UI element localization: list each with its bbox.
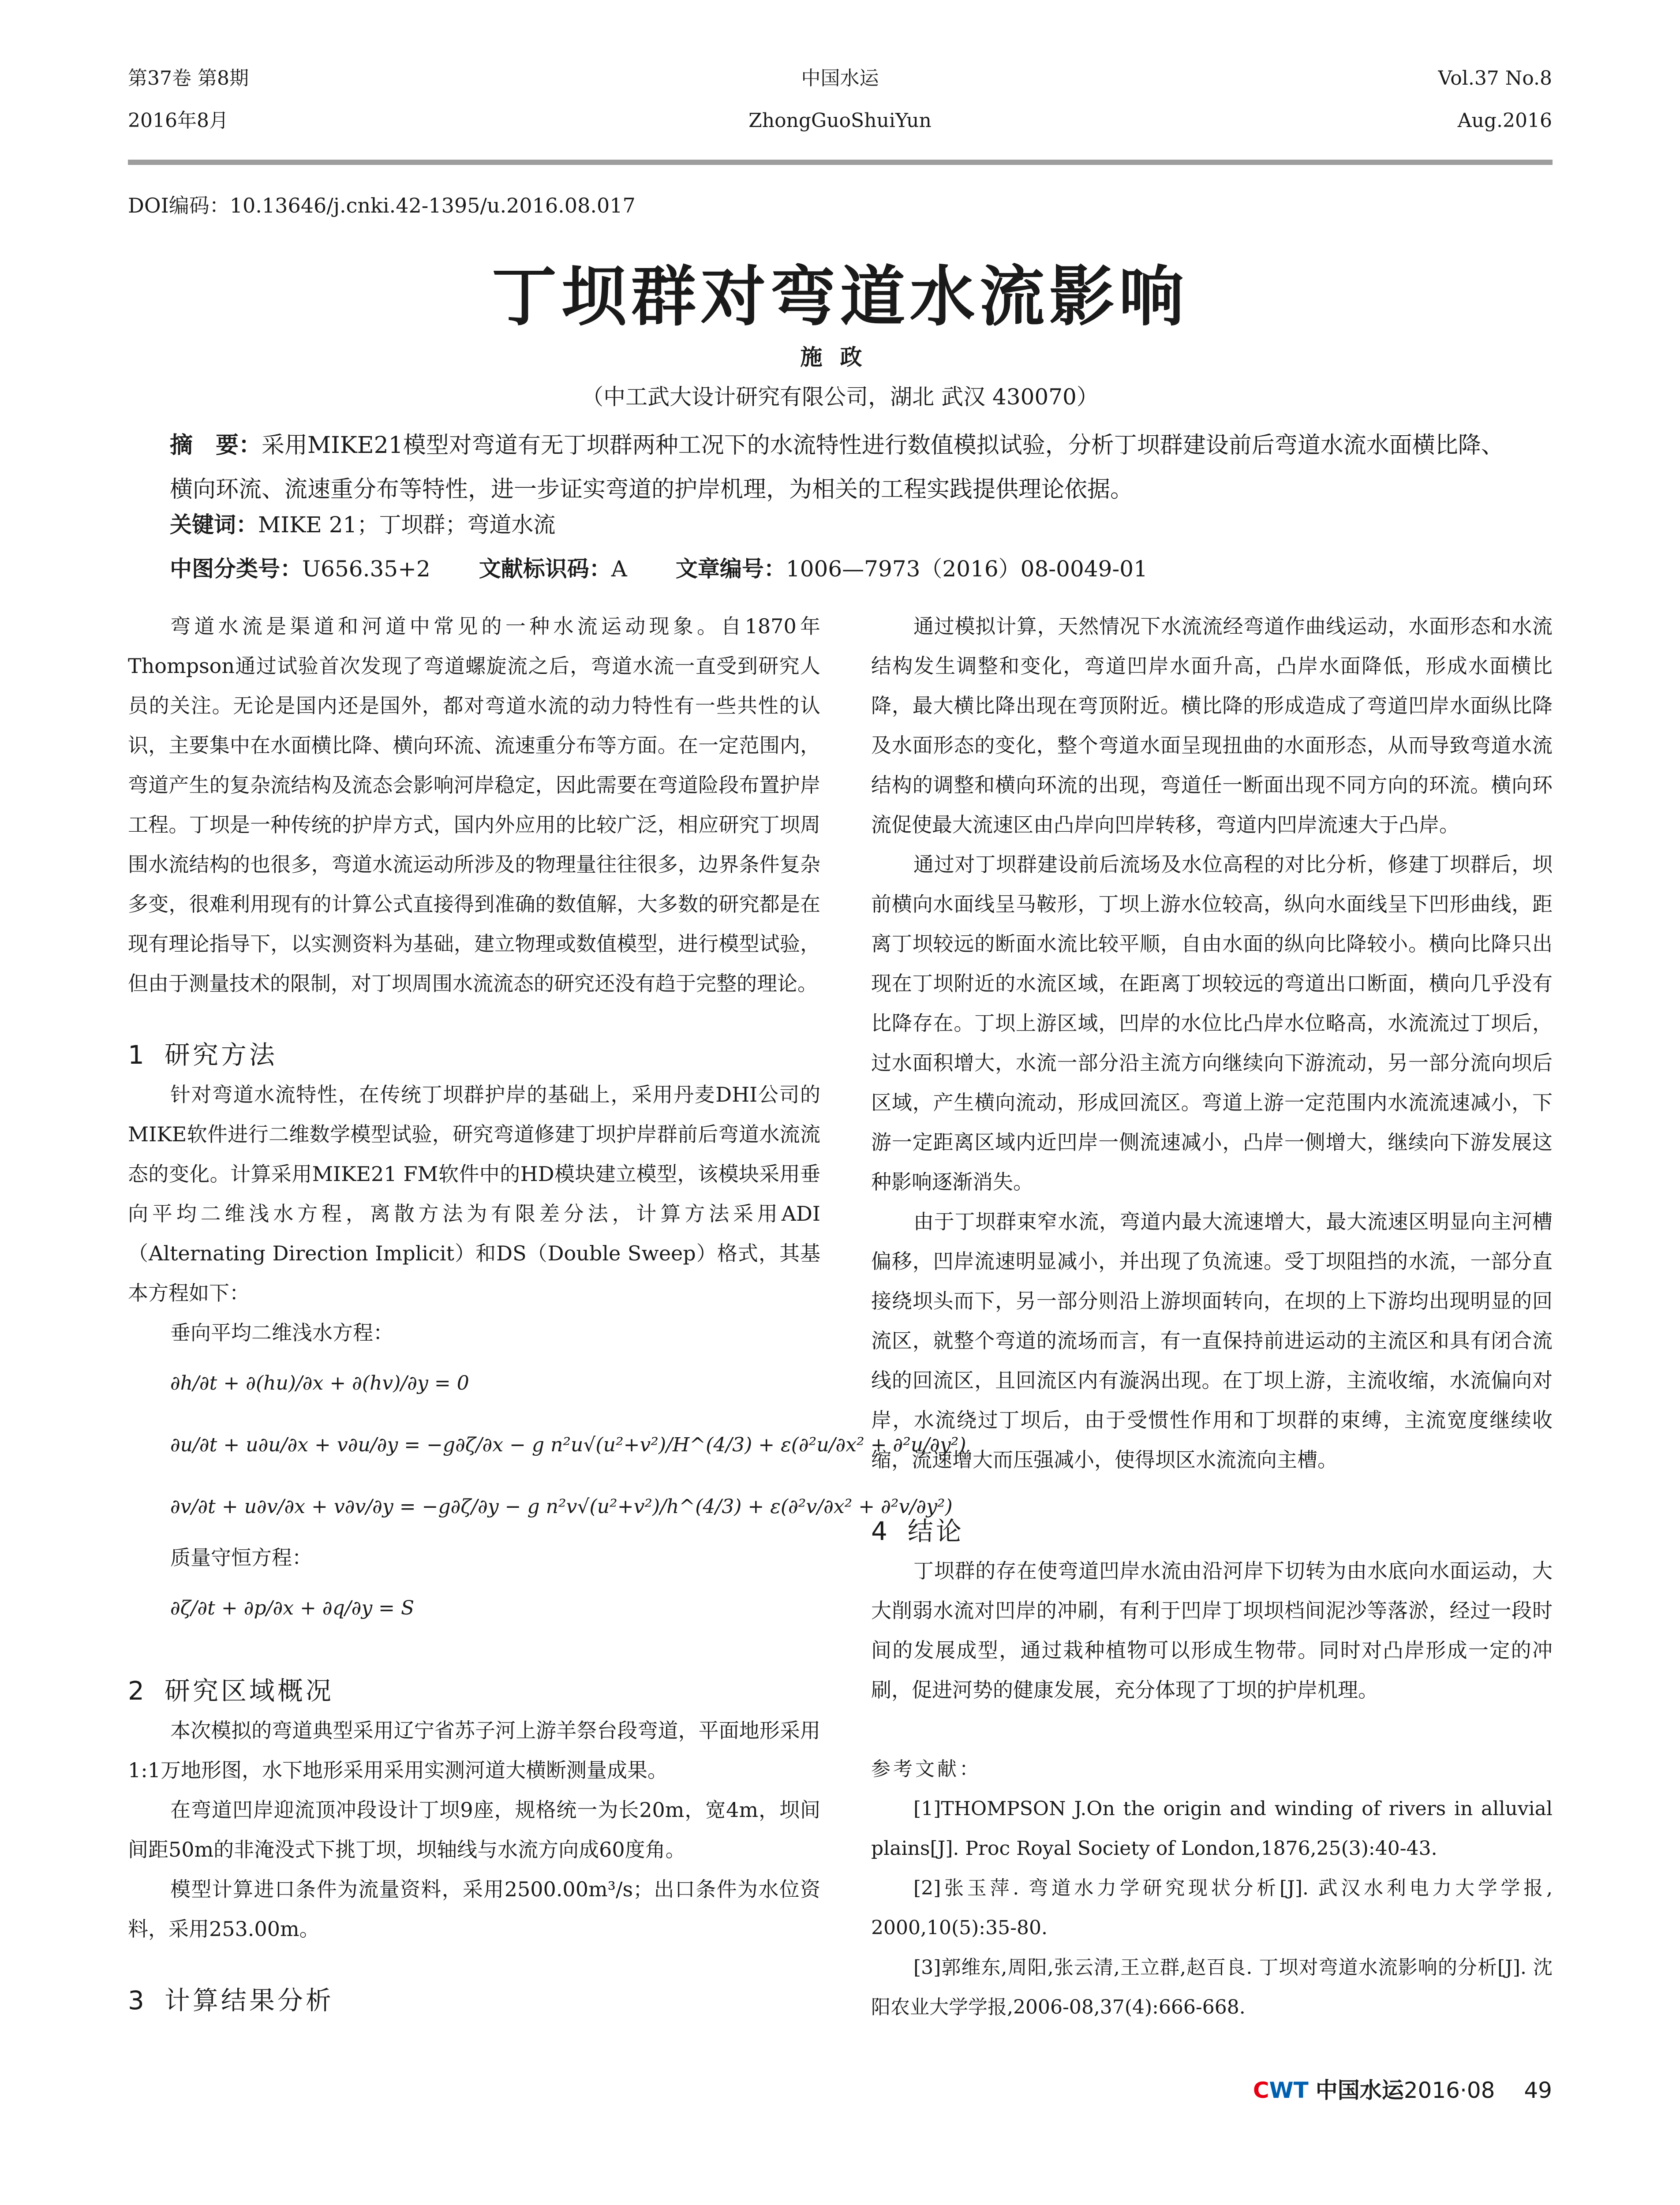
paper-title: 丁坝群对弯道水流影响 [491, 258, 1189, 335]
section-2-heading [128, 1671, 820, 1711]
doi: DOI编码：10.13646/j.cnki.42-1395/u.2016.08.017 [128, 194, 636, 217]
equation-momentum-x: ∂u/∂t + u∂u/∂x + v∂u/∂y = −g∂ζ/∂x − g n²u√(u²+v²)/H^(4/3) + ε(∂²u/∂x² + ∂²u/∂y²) [170, 1434, 966, 1456]
section-3-title: 计算结果分析 [164, 1985, 334, 2015]
page-number: 49 [1524, 2078, 1552, 2103]
reference-1: [1]THOMPSON J.On the origin and winding of rivers in alluvial plains[J]. Proc Royal Society of London,1876,25(3):40-43. [871, 1798, 1553, 1860]
section-4-title: 结论 [907, 1516, 964, 1546]
header-volume: 第37卷 第8期 [128, 67, 249, 90]
section-1-title: 研究方法 [164, 1040, 277, 1070]
keywords-label: 关键词： [170, 512, 258, 538]
abstract [170, 423, 1511, 512]
footer-journal: 中国水运 [1315, 2078, 1404, 2103]
reference-3: [3]郭维东,周阳,张云清,王立群,赵百良. 丁坝对弯道水流影响的分析[J]. 沈阳农业大学学报,2006-08,37(4):666-668. [871, 1956, 1553, 2018]
header-rule [128, 160, 1553, 165]
author: 施政 [800, 344, 880, 370]
section-2-number: 2 [128, 1676, 147, 1706]
footer-logo-c: C [1253, 2078, 1269, 2103]
classification [170, 547, 1511, 591]
section-1-heading [128, 1035, 820, 1075]
doc-value: A [611, 556, 627, 582]
header-vol-en: Vol.37 No.8 [1438, 67, 1552, 90]
header-journal-cn: 中国水运 [801, 67, 879, 90]
article-value: 1006—7973（2016）08-0049-01 [786, 556, 1148, 582]
equation-label-mass: 质量守恒方程： [170, 1546, 312, 1570]
footer [1253, 2073, 1552, 2104]
section-4-heading [871, 1511, 1553, 1551]
section-2-paragraph-1: 本次模拟的弯道典型采用辽宁省苏子河上游羊祭台段弯道，平面地形采用1:1万地形图，水下地形采用采用实测河道大横断测量成果。 [128, 1719, 820, 1782]
section-2-paragraph-2: 在弯道凹岸迎流顶冲段设计丁坝9座，规格统一为长20m，宽4m，坝间间距50m的非淹没式下挑丁坝，坝轴线与水流方向成60度角。 [128, 1798, 820, 1861]
results-paragraph-3: 由于丁坝群束窄水流，弯道内最大流速增大，最大流速区明显向主河槽偏移，凹岸流速明显减小，并出现了负流速。受丁坝阻挡的水流，一部分直接绕坝头而下，另一部分则沿上游坝面转向，在坝的上下游均出现明显的回流区，就整个弯道的流场而言，有一直保持前进运动的主流区和具有闭合流线的回流区，且回流区内有漩涡出现。在丁坝上游，主流收缩，水流偏向对岸，水流绕过丁坝后，由于受惯性作用和丁坝群的束缚，主流宽度继续收缩，流速增大而压强减小，使得坝区水流流向主槽。 [871, 1210, 1553, 1472]
section-3-number: 3 [128, 1985, 147, 2015]
equation-label-shallow-water: 垂向平均二维浅水方程： [170, 1321, 393, 1345]
reference-2: [2]张玉萍. 弯道水力学研究现状分析[J]. 武汉水利电力大学学报, 2000,10(5):35-80. [871, 1877, 1553, 1939]
header-journal-pinyin: ZhongGuoShuiYun [748, 109, 932, 132]
header-date-en: Aug.2016 [1457, 109, 1552, 132]
clc-value: U656.35+2 [302, 556, 430, 582]
section-4-number: 4 [871, 1516, 890, 1546]
equation-continuity: ∂h/∂t + ∂(hu)/∂x + ∂(hv)/∂y = 0 [170, 1372, 469, 1394]
results-paragraph-1: 通过模拟计算，天然情况下水流流经弯道作曲线运动，水面形态和水流结构发生调整和变化，弯道凹岸水面升高，凸岸水面降低，形成水面横比降，最大横比降出现在弯顶附近。横比降的形成造成了弯道凹岸水面纵比降及水面形态的变化，整个弯道水面呈现扭曲的水面形态，从而导致弯道水流结构的调整和横向环流的出现，弯道任一断面出现不同方向的环流。横向环流促使最大流速区由凸岸向凹岸转移，弯道内凹岸流速大于凸岸。 [871, 614, 1553, 837]
header-date-cn: 2016年8月 [128, 109, 228, 132]
intro-paragraph: 弯道水流是渠道和河道中常见的一种水流运动现象。自1870年Thompson通过试验首次发现了弯道螺旋流之后，弯道水流一直受到研究人员的关注。无论是国内还是国外，都对弯道水流的动力特性有一些共性的认识，主要集中在水面横比降、横向环流、流速重分布等方面。在一定范围内，弯道产生的复杂流结构及流态会影响河岸稳定，因此需要在弯道险段布置护岸工程。丁坝是一种传统的护岸方式，国内外应用的比较广泛，相应研究丁坝周围水流结构的也很多，弯道水流运动所涉及的物理量往往很多，边界条件复杂多变，很难利用现有的计算公式直接得到准确的数值解，大多数的研究都是在现有理论指导下，以实测资料为基础，建立物理或数值模型，进行模型试验，但由于测量技术的限制，对丁坝周围水流流态的研究还没有趋于完整的理论。 [128, 614, 820, 995]
clc-label: 中图分类号： [170, 556, 302, 582]
equation-mass-conservation: ∂ζ/∂t + ∂p/∂x + ∂q/∂y = S [170, 1597, 415, 1619]
section-3-heading [128, 1981, 820, 2020]
keywords [170, 503, 1511, 547]
references-title: 参考文献： [871, 1758, 981, 1780]
section-1-paragraph: 针对弯道水流特性，在传统丁坝群护岸的基础上，采用丹麦DHI公司的MIKE软件进行二维数学模型试验，研究弯道修建丁坝护岸群前后弯道水流流态的变化。计算采用MIKE21 FM软件中的HD模块建立模型，该模块采用垂向平均二维浅水方程，离散方法为有限差分法，计算方法采用ADI（Alternating Direction Implicit）和DS（Double Sweep）格式，其基本方程如下： [128, 1083, 820, 1305]
section-1-number: 1 [128, 1040, 147, 1070]
footer-logo-wt: WT [1269, 2078, 1309, 2103]
footer-issue: 2016·08 [1403, 2078, 1495, 2103]
doc-label: 文献标识码： [479, 556, 611, 582]
results-paragraph-2: 通过对丁坝群建设前后流场及水位高程的对比分析，修建丁坝群后，坝前横向水面线呈马鞍形，丁坝上游水位较高，纵向水面线呈下凹形曲线，距离丁坝较远的断面水流比较平顺，自由水面的纵向比降较小。横向比降只出现在丁坝附近的水流区域，在距离丁坝较远的弯道出口断面，横向几乎没有比降存在。丁坝上游区域，凹岸的水位比凸岸水位略高，水流流过丁坝后，过水面积增大，水流一部分沿主流方向继续向下游流动，另一部分流向坝后区域，产生横向流动，形成回流区。弯道上游一定范围内水流流速减小，下游一定距离区域内近凹岸一侧流速减小，凸岸一侧增大，继续向下游发展这种影响逐渐消失。 [871, 852, 1553, 1194]
right-column [871, 606, 1553, 2027]
section-2-paragraph-3: 模型计算进口条件为流量资料，采用2500.00m³/s；出口条件为水位资料，采用253.00m。 [128, 1877, 820, 1941]
section-2-title: 研究区域概况 [164, 1676, 334, 1706]
equation-momentum-y: ∂v/∂t + u∂v/∂x + v∂v/∂y = −g∂ζ/∂y − g n²v√(u²+v²)/h^(4/3) + ε(∂²v/∂x² + ∂²v/∂y²) [170, 1495, 953, 1518]
keywords-text: MIKE 21；丁坝群；弯道水流 [258, 512, 556, 538]
abstract-text: 采用MIKE21模型对弯道有无丁坝群两种工况下的水流特性进行数值模拟试验，分析丁坝群建设前后弯道水流水面横比降、横向环流、流速重分布等特性，进一步证实弯道的护岸机理，为相关的工程实践提供理论依据。 [170, 432, 1504, 503]
conclusion-paragraph: 丁坝群的存在使弯道凹岸水流由沿河岸下切转为由水底向水面运动，大大削弱水流对凹岸的冲刷，有利于凹岸丁坝坝档间泥沙等落淤，经过一段时间的发展成型，通过栽种植物可以形成生物带。同时对凸岸形成一定的冲刷，促进河势的健康发展，充分体现了丁坝的护岸机理。 [871, 1559, 1553, 1702]
affiliation: （中工武大设计研究有限公司，湖北 武汉 430070） [581, 384, 1099, 410]
abstract-label: 摘 要： [170, 432, 262, 459]
article-label: 文章编号： [675, 556, 786, 582]
